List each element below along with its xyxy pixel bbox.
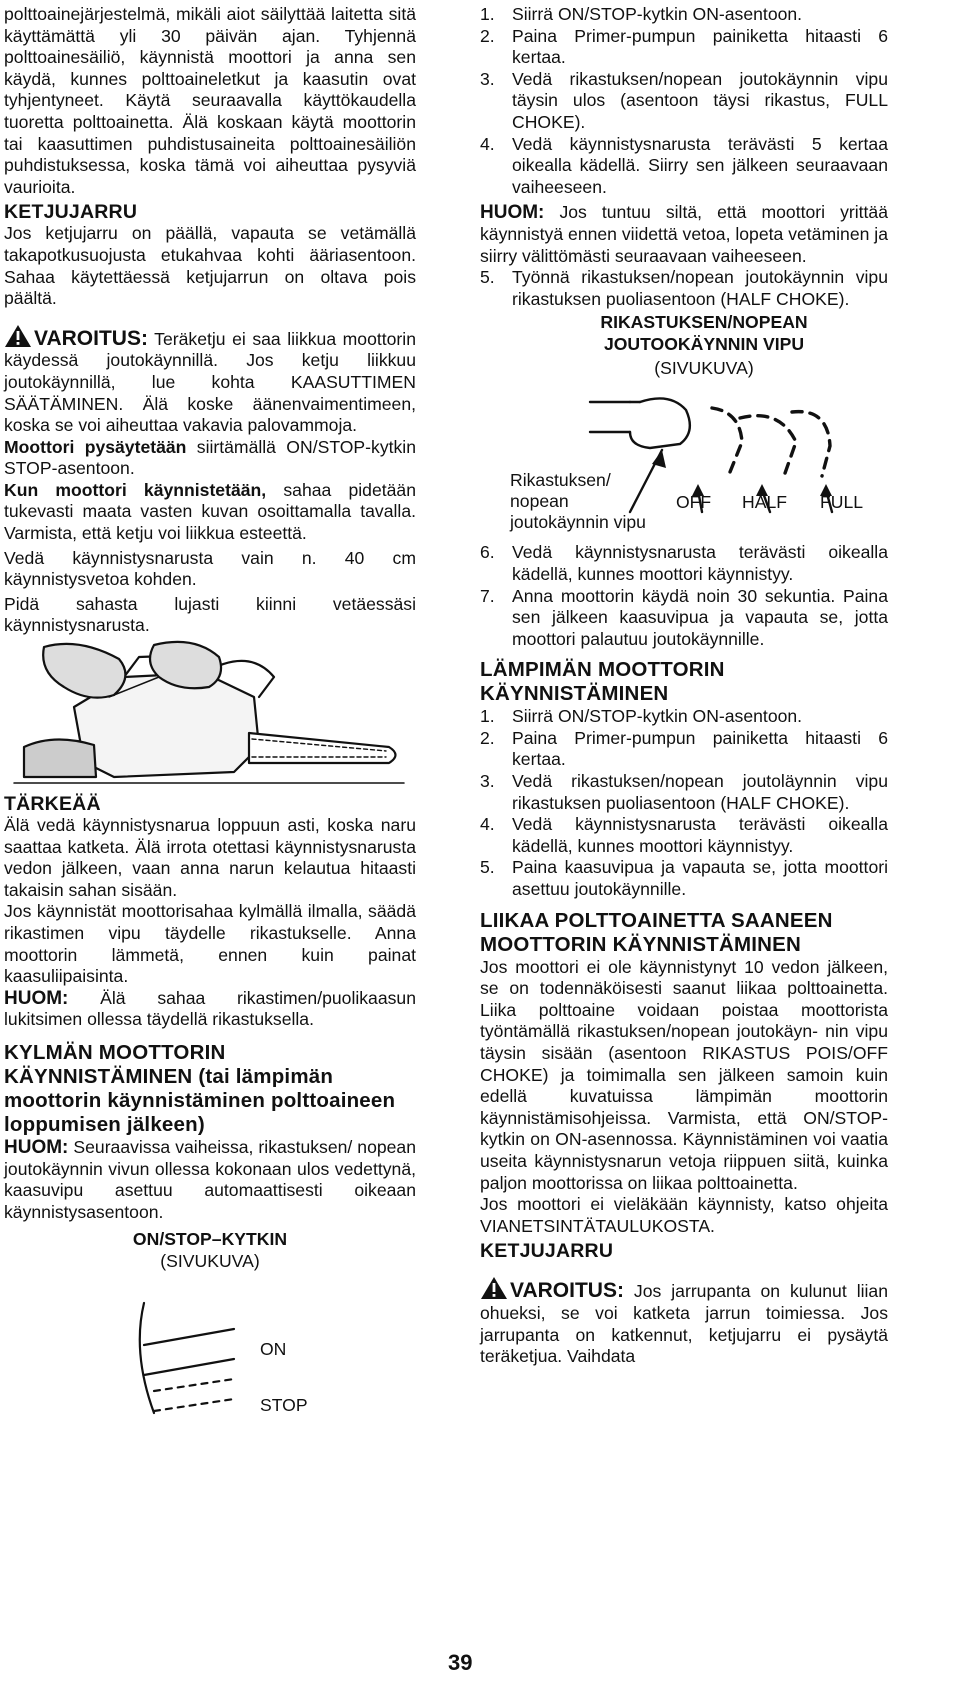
warning-paragraph <box>4 324 416 437</box>
warning-text-2: Jos jarrupanta on kulunut liian ohueksi, se voi katketa jarrun toimiessa. Jos jarrupanta on katkennut, ketjujarru ei pysäytä teräketjua. Vaihdata <box>480 1281 888 1367</box>
right-column <box>480 4 888 1368</box>
warning-paragraph-2 <box>480 1276 888 1367</box>
warning-triangle-icon <box>4 324 32 348</box>
switch-figure-title: ON/STOP–KYTKIN <box>132 1229 288 1250</box>
choke-figure-subtitle: (SIVUKUVA) <box>654 358 754 379</box>
note2-paragraph <box>4 1137 416 1223</box>
page-number: 39 <box>448 1650 473 1675</box>
stop-paragraph <box>4 437 416 480</box>
stop-bold: Moottori pysäytetään <box>4 436 187 457</box>
start-paragraph <box>4 480 416 545</box>
hold-paragraph: Pidä sahasta lujasti kiinni vetäessäsi käynnistysnarusta. <box>4 593 416 636</box>
switch-on-label: ON <box>260 1339 287 1360</box>
warning-text: Teräketju ei saa liikkua moottorin käydessä joutokäynnillä. Jos ketju liikkuu joutokäynnillä, lue kohta KAASUTTIMEN SÄÄTÄMINEN. Älä koske äänenvaimentimeen, koska se voi aiheuttaa vakavia palovammoja. <box>4 328 416 436</box>
important-heading: TÄRKEÄÄ <box>4 793 101 816</box>
list-item: 1. Siirrä ON/STOP-kytkin ON-asentoon. <box>480 4 803 24</box>
chainbrake-heading: KETJUJARRU <box>4 201 138 224</box>
switch-figure <box>4 1229 416 1434</box>
list-item: 5. Paina kaasuvipua ja vapauta se, jotta moottori asettuu joutokäynnille. <box>480 857 888 900</box>
list-item: 5. Työnnä rikastuksen/nopean joutokäynnin vipu rikastuksen puoliasentoon (HALF CHOKE). <box>480 267 888 309</box>
cold-step5-list <box>480 267 888 310</box>
pull-paragraph: Vedä käynnistysnarusta vain n. 40 cm käynnistysvetoa kohden. <box>4 547 416 590</box>
list-item: 2. Paina Primer-pumpun painiketta hitaasti 6 kertaa. <box>480 727 888 770</box>
choke-lever-label: Rikastuksen/ nopean joutokäynnin vipu <box>510 470 646 533</box>
intro-paragraph: polttoainejärjestelmä, mikäli aiot säilyttää laitetta sitä käyttämättä yli 30 päivän ajan. Tyhjennä polttoainesäiliö, käynnistä moottori ja anna sen käydä, kunnes polttoaineletkut ja kaasutin ovat tyhjentyneet. Käytä seuraavalla käyttökaudella tuoretta polttoainetta. Älä koskaan käytä moottorin tai kaasuttimen puhdistusaineita polttoainesäiliön puhdistuksessa, koska tämä voi aiheuttaa pysyviä vaurioita. <box>4 4 416 197</box>
flood-paragraph: Jos moottori ei ole käynnistynyt 10 vedon jälkeen, se on todennäköisesti saanut liikaa polttoainetta. Liika polttoaine voidaan poistaa moottorista työntämällä rikastuksen/nopean joutokäyn- nin vipu täysin sisään (asentoon RIKASTUS POIS/OFF CHOKE) ja toimimalla sen jälkeen samoin kuin edellä kuvatuissa lämpimän moottorin käynnistämisohjeissa. Varmista, että ON/STOP-kytkin on ON-asennossa. Käynnistäminen voi vaatia useita käynnistysnarun vetoja riippuen siitä, kuinka paljon moottorissa on liikaa polttoainetta. <box>480 956 888 1193</box>
warm-start-heading: LÄMPIMÄN MOOTTORIN KÄYNNISTÄMINEN <box>480 658 725 706</box>
note2-label: HUOM: <box>4 1136 69 1158</box>
start-bold: Kun moottori käynnistetään, <box>4 479 267 500</box>
flood-start-heading: LIIKAA POLTTOAINETTA SAANEEN MOOTTORIN KÄYNNISTÄMINEN <box>480 908 833 956</box>
cold-steps-list <box>480 4 888 198</box>
list-item: 4. Vedä käynnistysnarusta terävästi oikealla kädellä, kunnes moottori käynnistyy. <box>480 814 888 856</box>
important-paragraph: Älä vedä käynnistysnarua loppuun asti, koska naru saattaa katketa. Älä irrota otettasi käynnistysnarusta vedon jälkeen, vaan anna narun kelautua hitaasti takaisin sahan sisään. <box>4 815 416 900</box>
note3-text: Jos tuntuu siltä, että moottori yrittää käynnistyä ennen viidettä vetoa, lopeta vetäminen ja siirry välittömästi seuraavaan vaiheeseen. <box>480 202 888 266</box>
note3-paragraph <box>480 202 888 267</box>
warning-triangle-icon <box>480 1276 508 1300</box>
left-column <box>4 4 416 1434</box>
note1-label: HUOM: <box>4 987 69 1009</box>
list-item: 2. Paina Primer-pumpun painiketta hitaasti 6 kertaa. <box>480 25 888 68</box>
starting-chainsaw-illustration <box>4 637 416 787</box>
note2-text: Seuraavissa vaiheissa, rikastuksen/ nopean joutokäynnin vivun ollessa kokonaan ulos vedettynä, kaasuvipu asettuu automaattisesti oikeaan käynnistysasentoon. <box>4 1136 417 1222</box>
note1-paragraph <box>4 988 416 1031</box>
choke-figure-title-1: RIKASTUKSEN/NOPEAN <box>600 312 808 333</box>
list-item: 6. Vedä käynnistysnarusta terävästi oikealla kädellä, kunnes moottori käynnistyy. <box>480 542 888 584</box>
list-item: 7. Anna moottorin käydä noin 30 sekuntia. Paina sen jälkeen kaasuvipua ja vapauta se, jotta moottori palautuu joutokäynnille. <box>480 585 888 649</box>
cold-steps-list-b <box>480 542 888 650</box>
choke-full-label: FULL <box>820 492 864 513</box>
note1-text: Älä sahaa rikastimen/puolikaasun lukitsimen ollessa täydellä rikastuksella. <box>4 987 416 1030</box>
chainbrake-heading-2: KETJUJARRU <box>480 1240 614 1263</box>
choke-figure <box>480 310 888 542</box>
list-item: 3. Vedä rikastuksen/nopean joutoläynnin vipu rikastuksen puoliasentoon (HALF CHOKE). <box>480 771 888 813</box>
cold-start-heading: KYLMÄN MOOTTORIN KÄYNNISTÄMINEN (tai lämpimän moottorin käynnistäminen polttoaineen loppumisen jälkeen) <box>4 1040 396 1136</box>
cold-weather-paragraph: Jos käynnistät moottorisahaa kylmällä ilmalla, säädä rikastimen vipu täydelle rikastukselle. Anna moottorin lämmetä, ennen kuin painat kaasuliipaisinta. <box>4 901 416 987</box>
choke-off-label: OFF <box>676 492 712 513</box>
switch-stop-label: STOP <box>260 1395 308 1416</box>
note3-label: HUOM: <box>480 202 545 224</box>
list-item: 3. Vedä rikastuksen/nopean joutokäynnin vipu täysin ulos (asentoon täysi rikastus, FULL CHOKE). <box>480 68 888 132</box>
choke-figure-title-2: JOUTOOKÄYNNIN VIPU <box>603 334 805 355</box>
warning-label: VAROITUS: <box>34 326 148 350</box>
warning-label-2: VAROITUS: <box>510 1279 624 1303</box>
chainbrake-paragraph: Jos ketjujarru on päällä, vapauta se vetämällä takapotkusuojusta etukahvaa kohti ääriasentoon. Sahaa käytettäessä ketjujarrun on oltava pois päältä. <box>4 223 416 309</box>
switch-figure-subtitle: (SIVUKUVA) <box>160 1251 260 1272</box>
warm-steps-list <box>480 706 888 900</box>
stop-text: siirtämällä ON/STOP-kytkin STOP-asentoon. <box>4 436 416 479</box>
start-text: sahaa pidetään tukevasti maata vasten kuvan osoittamalla tavalla. Varmista, että ketju voi liikkua esteettä. <box>4 479 416 544</box>
list-item: 4. Vedä käynnistysnarusta terävästi 5 kertaa oikealla kädellä. Siirry sen jälkeen seuraavaan vaiheeseen. <box>480 133 888 197</box>
list-item: 1. Siirrä ON/STOP-kytkin ON-asentoon. <box>480 706 803 727</box>
choke-half-label: HALF <box>742 492 787 513</box>
flood-paragraph-2: Jos moottori ei vieläkään käynnisty, katso ohjeita VIANETSINTÄTAULUKOSTA. <box>480 1194 888 1236</box>
switch-diagram <box>4 1273 416 1433</box>
